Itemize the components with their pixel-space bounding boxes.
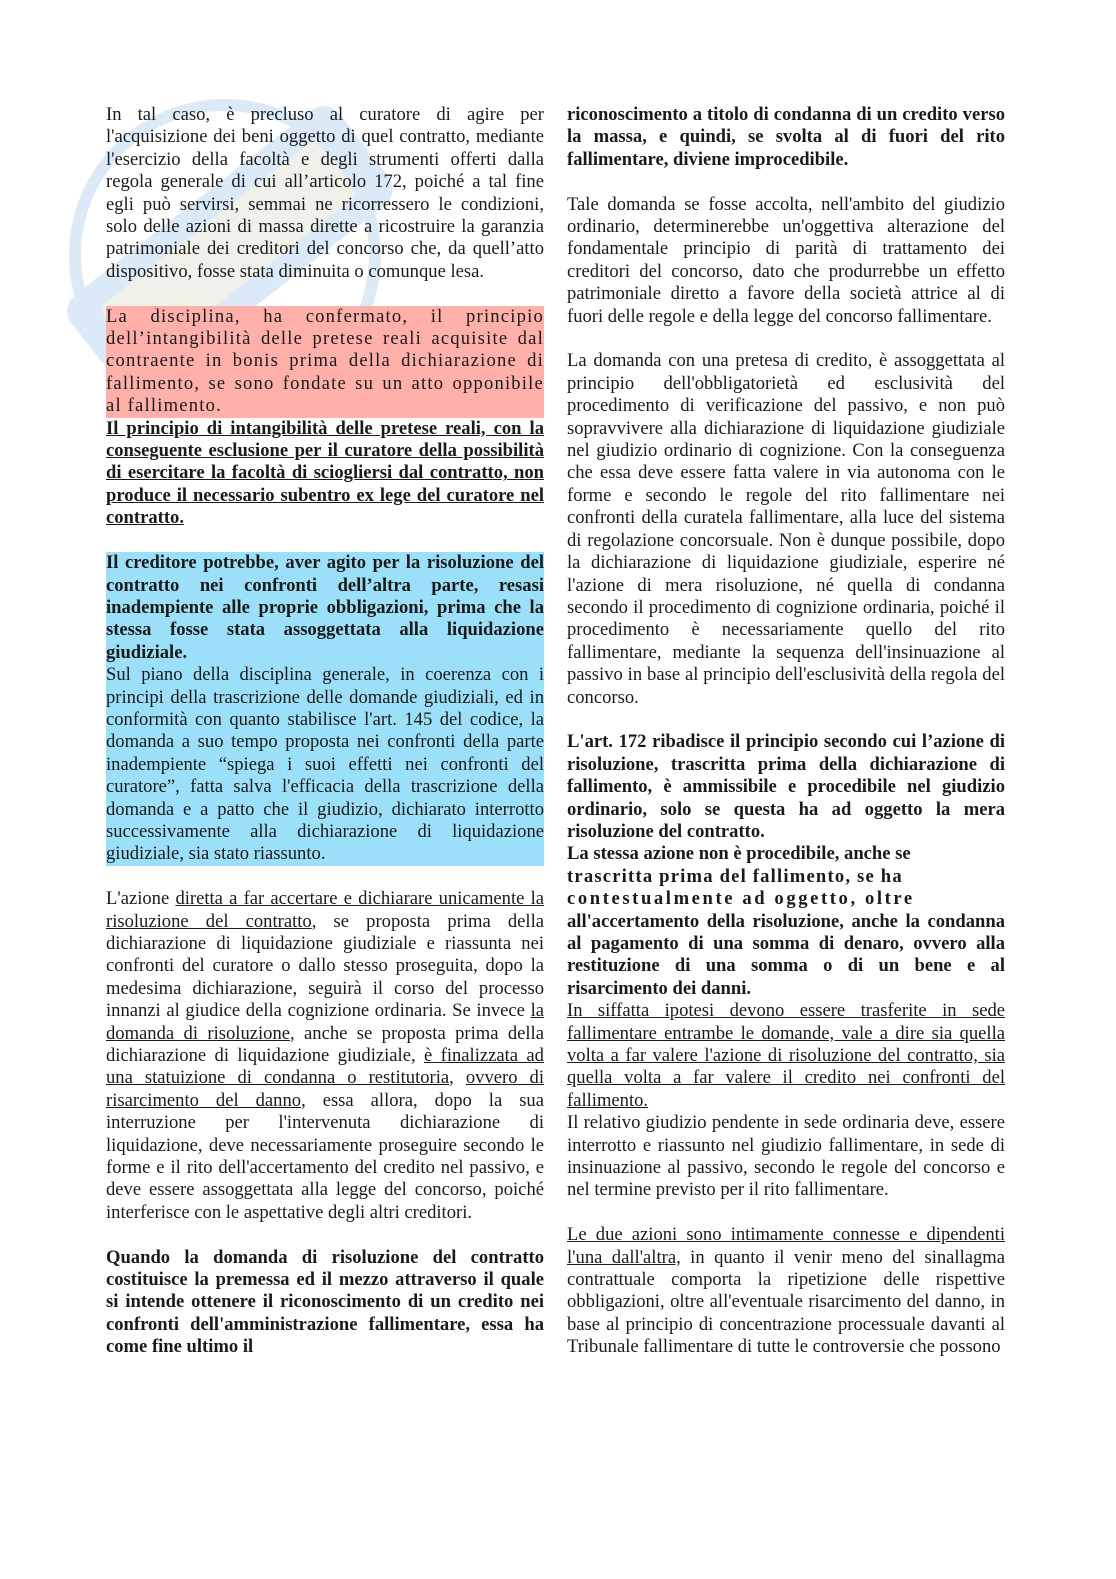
paragraph: Il relativo giudizio pendente in sede ordinaria deve, essere interrotto e riassunto nel giudizio fallimentare, in sede di insinuazione al passivo, secondo le regole del concorso e nel termine previsto per il rito fallimentare. [567, 1112, 1005, 1201]
bold-underlined-paragraph: Il principio di intangibilità delle pretese reali, con la conseguente esclusione per il curatore della possibilità di esercitare la facoltà di sciogliersi dal contratto, non produce il necessario subentro ex lege del curatore nel contratto. [106, 417, 544, 529]
bold-paragraph: Il creditore potrebbe, aver agito per la risoluzione del contratto nei confronti dell’altra parte, resasi inadempiente alle proprie obbligazioni, prima che la stessa fosse stata assoggettata alla liquidazione giudiziale. [106, 552, 544, 663]
paragraph: Sul piano della disciplina generale, in coerenza con i principi della trascrizione delle domande giudiziali, ed in conformità con quanto stabilisce l'art. 145 del codice, la domanda a suo tempo proposta nei confronti della parte inadempiente “spiega i suoi effetti nei confronti del curatore”, fatta salva l'efficacia della trascrizione della domanda e a patto che il giudizio, dichiarato interrotto successivamente alla dichiarazione di liquidazione giudiziale, sia stato riassunto. [106, 664, 544, 865]
right-column [567, 104, 1005, 1381]
highlighted-paragraph: La disciplina, ha confermato, il principio dell’intangibilità delle pretese reali acquisite dal contraente in bonis prima della dichiarazione di fallimento, se sono fondate su un atto opponibile al fallimento. [106, 305, 544, 417]
paragraph: Le due azioni sono intimamente connesse e dipendenti l'una dall'altra, in quanto il venir meno del sinallagma contrattuale comporta la ripetizione delle rispettive obbligazioni, oltre all'eventuale risarcimento del danno, in base al principio di concentrazione processuale davanti al Tribunale fallimentare di tutte le controversie che possono [567, 1224, 1006, 1358]
left-column [106, 104, 544, 1381]
paragraph: L'azione diretta a far accertare e dichiarare unicamente la risoluzione del contratto, se proposta prima della dichiarazione di liquidazione giudiziale e riassunta nei confronti del curatore o dallo stesso proseguita, dopo la medesima dichiarazione, seguirà il corso del processo innanzi al giudice della cognizione ordinaria. Se invece la domanda di risoluzione, anche se proposta prima della dichiarazione di liquidazione giudiziale, è finalizzata ad una statuizione di condanna o restitutoria, ovvero di risarcimento del danno, essa allora, dopo la sua interruzione per l'intervenuta dichiarazione di liquidazione, deve necessariamente proseguire secondo le forme e il rito dell'accertamento del credito nel passivo, e deve essere assoggettata alla legge del concorso, poiché interferisce con le aspettative degli altri creditori. [106, 888, 544, 1223]
bold-paragraph: La stessa azione non è procedibile, anche se trascritta prima del fallimento, se ha contestualmente ad oggetto, oltre all'accertamento della risoluzione, anche la condanna al pagamento di una somma di denaro, ovvero alla restituzione di una somma o di un bene e al risarcimento dei danni. [567, 843, 1005, 999]
paragraph: In tal caso, è precluso al curatore di agire per l'acquisizione dei beni oggetto di quel contratto, mediante l'esercizio della facoltà e degli strumenti offerti dalla regola generale di cui all’articolo 172, poiché a tal fine egli può servirsi, semmai ne ricorressero le condizioni, solo delle azioni di massa dirette a ricostruire la garanzia patrimoniale dei creditori del concorso che, da quell’atto dispositivo, fosse stata diminuita o comunque lesa. [106, 104, 544, 282]
bold-paragraph: Quando la domanda di risoluzione del contratto costituisce la premessa ed il mezzo attraverso il quale si intende ottenere il riconoscimento di un credito nei confronti dell'amministrazione fallimentare, essa ha come fine ultimo il [106, 1246, 544, 1358]
blue-highlight-block [106, 552, 544, 866]
paragraph: La domanda con una pretesa di credito, è assoggettata al principio dell'obbligatorietà ed esclusività del procedimento di verificazione del passivo, e non può sopravvivere alla dichiarazione di liquidazione giudiziale nel giudizio ordinario di cognizione. Con la conseguenza che essa deve essere fatta valere in via autonoma con le forme e secondo le regole del rito fallimentare nei confronti della curatela fallimentare, alla luce del sistema di regolazione concorsuale. Non è dunque possibile, dopo la dichiarazione di liquidazione giudiziale, esperire né l'azione di mera risoluzione, né quella di condanna secondo il procedimento di cognizione ordinaria, poiché il procedimento è necessariamente quello del rito fallimentare, mediante la sequenza dell'insinuazione al passivo in base al principio dell'esclusività della regola del concorso. [567, 350, 1005, 708]
bold-paragraph: riconoscimento a titolo di condanna di un credito verso la massa, e quindi, se svolta al di fuori del rito fallimentare, diviene improcedibile. [567, 104, 1005, 170]
paragraph: Tale domanda se fosse accolta, nell'ambito del giudizio ordinario, determinerebbe un'oggettiva alterazione del fondamentale principio di parità di trattamento dei creditori del concorso, dato che produrrebbe un effetto patrimoniale diretto a favore della società attrice al di fuori delle regole e della legge del concorso fallimentare. [567, 193, 1005, 327]
underlined-paragraph: In siffatta ipotesi devono essere trasferite in sede fallimentare entrambe le domande, vale a dire sia quella volta a far valere l'azione di risoluzione del contratto, sia quella volta a far valere il credito nei confronti del fallimento. [567, 1000, 1005, 1111]
bold-paragraph: L'art. 172 ribadisce il principio secondo cui l’azione di risoluzione, trascritta prima della dichiarazione di fallimento, è ammissibile e procedibile nel giudizio ordinario, solo se questa ha ad oggetto la mera risoluzione del contratto. [567, 731, 1005, 842]
